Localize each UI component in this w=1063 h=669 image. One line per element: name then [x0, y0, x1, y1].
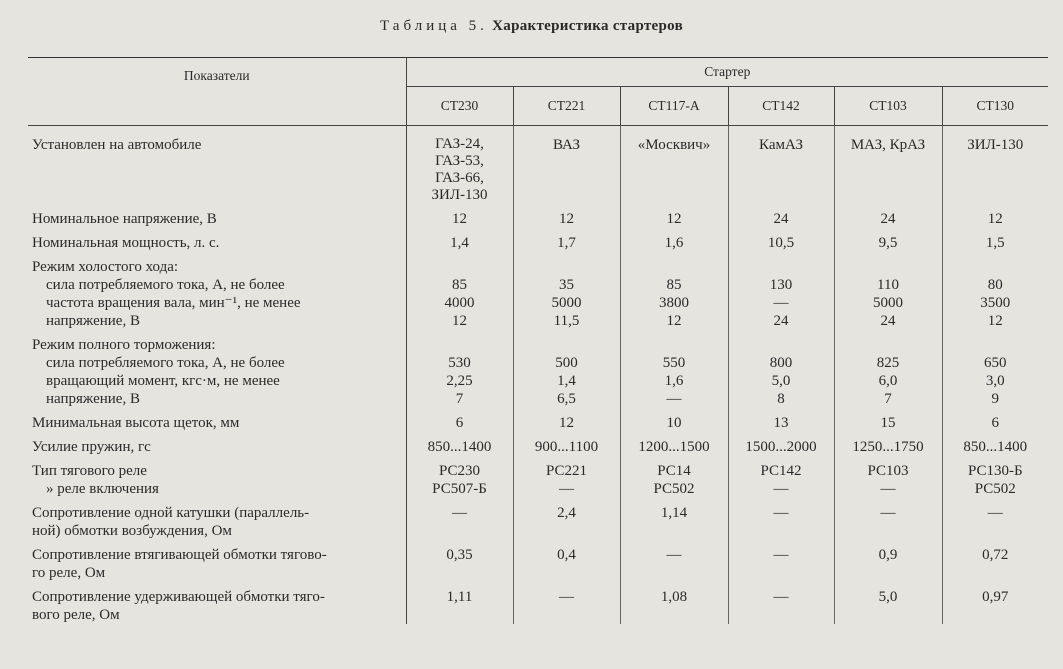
- table-row: [28, 498, 1048, 540]
- cell: [406, 456, 513, 498]
- cell-line: РС502: [974, 481, 1016, 497]
- cell: 0,9: [834, 540, 942, 582]
- cell: 9,5: [834, 228, 942, 252]
- cell-line: РС221: [545, 463, 588, 479]
- cell-line: 2,25: [446, 373, 473, 389]
- table-row: [28, 228, 1048, 252]
- cell: 12: [620, 204, 728, 228]
- header-model: СТ230: [406, 87, 513, 126]
- cell: —: [513, 582, 620, 624]
- cell-line: 500: [555, 355, 578, 371]
- cell: —: [728, 498, 834, 540]
- cell-line: 3,0: [985, 373, 1005, 389]
- row-label: [28, 252, 406, 330]
- cell: ВАЗ: [513, 126, 620, 205]
- header-indicators: Показатели: [28, 58, 406, 126]
- row-group-title: Тип тягового реле: [32, 463, 147, 479]
- cell: [406, 252, 513, 330]
- table-caption: [0, 18, 1063, 35]
- cell-line: 8: [777, 391, 785, 407]
- cell-line: 5,0: [771, 373, 791, 389]
- cell-line: 1,4: [557, 373, 576, 389]
- row-label: [28, 456, 406, 498]
- row-sub-label: частота вращения вала, мин⁻¹, не менее: [46, 295, 301, 311]
- cell: 0,4: [513, 540, 620, 582]
- cell-line: 7: [884, 391, 892, 407]
- cell-line: РС502: [653, 481, 695, 497]
- cell-line: 11,5: [553, 313, 580, 329]
- header-starter: Стартер: [406, 58, 1048, 87]
- cell: ЗИЛ-130: [967, 137, 1024, 153]
- cell: ГАЗ-24, ГАЗ-53, ГАЗ-66, ЗИЛ-130: [406, 126, 513, 205]
- cell: 10: [620, 408, 728, 432]
- cell: 6: [406, 408, 513, 432]
- cell: 850...1400: [963, 439, 1028, 455]
- cell-line: 85: [452, 277, 467, 293]
- cell-line: 12: [452, 313, 467, 329]
- cell: [620, 456, 728, 498]
- cell-line: 130: [769, 277, 793, 293]
- cell: 12: [406, 204, 513, 228]
- cell-line: 9: [991, 391, 1000, 407]
- cell: [406, 330, 513, 408]
- cell-line: 800: [769, 355, 793, 371]
- cell: КамАЗ: [728, 126, 834, 205]
- cell: [834, 456, 942, 498]
- caption-title: Характеристика стартеров: [492, 18, 683, 34]
- cell: 24: [728, 204, 834, 228]
- cell-line: 24: [880, 313, 896, 329]
- cell: 6: [991, 415, 1000, 431]
- cell: МАЗ, КрАЗ: [834, 126, 942, 205]
- row-sub-label: » реле включения: [46, 481, 159, 497]
- row-label: Сопротивление втягивающей обмотки тягово- го реле, Ом: [28, 540, 406, 582]
- cell-line: —: [773, 481, 789, 497]
- cell: 0,72: [982, 547, 1009, 563]
- cell: [834, 252, 942, 330]
- cell-line: 12: [666, 313, 682, 329]
- cell: [620, 252, 728, 330]
- cell-line: 5000: [551, 295, 582, 311]
- table-row: [28, 204, 1048, 228]
- cell-line: 530: [448, 355, 471, 371]
- cell-line: 110: [877, 277, 899, 293]
- cell: —: [728, 582, 834, 624]
- table-row: [28, 456, 1048, 498]
- caption-lead: Таблица 5.: [380, 18, 488, 34]
- row-sub-label: сила потребляемого тока, А, не более: [46, 355, 285, 371]
- row-label: Минимальная высота щеток, мм: [28, 408, 406, 432]
- table-row: [28, 582, 1048, 624]
- cell: 10,5: [728, 228, 834, 252]
- cell-line: 3500: [980, 295, 1011, 311]
- row-sub-label: напряжение, В: [46, 313, 140, 329]
- cell-line: 550: [662, 355, 686, 371]
- cell-line: —: [559, 481, 574, 497]
- cell: [513, 456, 620, 498]
- row-label: Номинальное напряжение, В: [28, 204, 406, 228]
- cell-line: РС142: [760, 463, 802, 479]
- cell-line: 7: [455, 391, 464, 407]
- cell: [513, 330, 620, 408]
- cell: 1500...2000: [728, 432, 834, 456]
- cell: 1,4: [406, 228, 513, 252]
- cell: —: [987, 505, 1003, 521]
- row-group-title: Режим холостого хода:: [32, 259, 179, 275]
- table-row: [28, 432, 1048, 456]
- cell: 2,4: [513, 498, 620, 540]
- header-model: СТ221: [513, 87, 620, 126]
- table-row: [28, 252, 1048, 330]
- cell: «Москвич»: [620, 126, 728, 205]
- cell: [728, 456, 834, 498]
- cell: 1,7: [513, 228, 620, 252]
- cell: [620, 330, 728, 408]
- table-row: [28, 408, 1048, 432]
- row-sub-label: сила потребляемого тока, А, не более: [46, 277, 285, 293]
- cell: [728, 330, 834, 408]
- cell: —: [834, 498, 942, 540]
- cell: 1200...1500: [620, 432, 728, 456]
- cell: 900...1100: [513, 432, 620, 456]
- row-sub-label: вращающий момент, кгс·м, не менее: [46, 373, 280, 389]
- cell-line: 35: [559, 277, 574, 293]
- cell-line: 24: [773, 313, 789, 329]
- cell-line: 85: [666, 277, 682, 293]
- cell-line: РС14: [657, 463, 691, 479]
- cell: [513, 252, 620, 330]
- cell-line: РС130-Б: [967, 463, 1023, 479]
- cell: 0,35: [406, 540, 513, 582]
- row-label: Установлен на автомобиле: [28, 126, 406, 205]
- cell: [834, 330, 942, 408]
- row-label: Усилие пружин, гс: [28, 432, 406, 456]
- cell-line: 12: [987, 313, 1003, 329]
- cell: 5,0: [834, 582, 942, 624]
- cell-line: 650: [984, 355, 1007, 371]
- cell-line: РС103: [867, 463, 909, 479]
- row-sub-label: напряжение, В: [46, 391, 140, 407]
- cell: 850...1400: [406, 432, 513, 456]
- cell-line: РС507-Б: [432, 481, 487, 497]
- cell: 1,11: [406, 582, 513, 624]
- cell: [942, 456, 1048, 498]
- cell: 12: [987, 211, 1003, 227]
- cell: 1,5: [985, 235, 1005, 251]
- row-label: Номинальная мощность, л. с.: [28, 228, 406, 252]
- cell: 0,97: [982, 589, 1009, 605]
- cell-line: 3800: [659, 295, 689, 311]
- cell: 12: [513, 408, 620, 432]
- cell-line: 80: [987, 277, 1003, 293]
- cell: [942, 252, 1048, 330]
- cell: —: [406, 498, 513, 540]
- cell-line: —: [880, 481, 896, 497]
- row-label: [28, 330, 406, 408]
- header-model: СТ103: [834, 87, 942, 126]
- cell-line: 1,6: [664, 373, 684, 389]
- cell-line: —: [773, 295, 789, 311]
- cell-line: 4000: [444, 295, 475, 311]
- cell-line: 825: [876, 355, 900, 371]
- cell-line: 6,5: [557, 391, 576, 407]
- cell: 1,6: [620, 228, 728, 252]
- row-label: Сопротивление удерживающей обмотки тяго- вого реле, Ом: [28, 582, 406, 624]
- cell-line: 6,0: [878, 373, 898, 389]
- cell-line: —: [666, 391, 682, 407]
- table-row: [28, 126, 1048, 205]
- cell-line: РС230: [438, 463, 481, 479]
- cell: —: [620, 540, 728, 582]
- cell: 12: [513, 204, 620, 228]
- header-model: СТ117-А: [620, 87, 728, 126]
- cell: 15: [834, 408, 942, 432]
- row-group-title: Режим полного торможения:: [32, 337, 216, 353]
- cell: —: [728, 540, 834, 582]
- cell-line: 5000: [873, 295, 903, 311]
- row-label: Сопротивление одной катушки (параллель- ной) обмотки возбуждения, Ом: [28, 498, 406, 540]
- header-model: СТ142: [728, 87, 834, 126]
- cell: 1250...1750: [834, 432, 942, 456]
- table-row: [28, 540, 1048, 582]
- cell: 1,08: [620, 582, 728, 624]
- table-row: [28, 330, 1048, 408]
- header-model: СТ130: [942, 87, 1048, 126]
- cell: [942, 330, 1048, 408]
- cell: 24: [834, 204, 942, 228]
- cell: 13: [728, 408, 834, 432]
- cell: 1,14: [620, 498, 728, 540]
- cell: [728, 252, 834, 330]
- starter-table: [28, 57, 1048, 624]
